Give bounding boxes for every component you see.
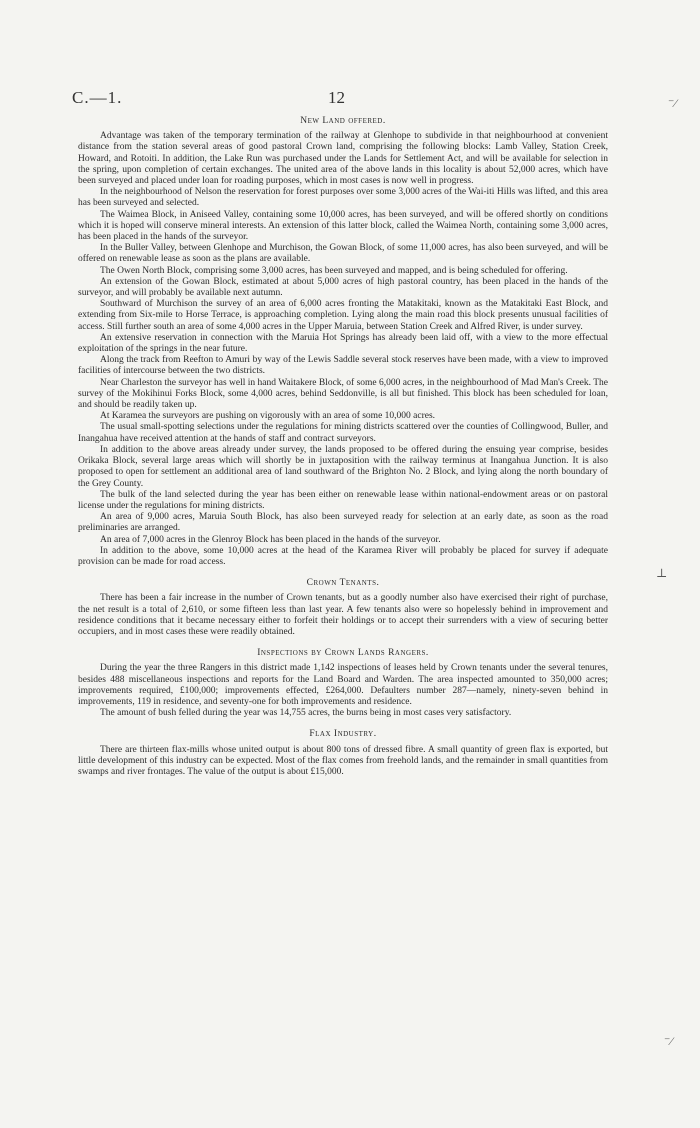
margin-scribble-mark: ⁻⁄ <box>664 1034 673 1048</box>
paragraph: During the year the three Rangers in this district made 1,142 inspections of leases held by Crown tenants under the several tenures, besides 488 miscellaneous inspections and reports for the Land Board and Warden. The area inspected amounted to 350,000 acres; improvements required, £100,000; improvements effected, £264,000. Defaulters number 287—namely, ninety-seven behind in improvements, 119 in residence, and seventy-one for both improvements and residence. <box>78 663 608 707</box>
section-flax-industry <box>78 729 608 778</box>
section-crown-tenants <box>78 578 608 638</box>
paragraph: Near Charleston the surveyor has well in hand Waitakere Block, of some 6,000 acres, in the neighbourhood of Mad Man's Creek. The survey of the Mokihinui Forks Block, some 4,000 acres, behind Seddonville, is all but finished. This block has been scheduled for loan, and should be readily taken up. <box>78 377 608 411</box>
paragraph: There are thirteen flax-mills whose united output is about 800 tons of dressed fibre. A small quantity of green flax is exported, but little development of this industry can be expected. Most of the flax comes from freehold lands, and the remainder in small quantities from swamps and river frontages. The value of the output is about £15,000. <box>78 744 608 777</box>
paragraph: There has been a fair increase in the number of Crown tenants, but as a goodly number also have exercised their right of purchase, the net result is a total of 2,610, or some fifteen less than last year. A few tenants also were so hopelessly behind in improvement and residence conditions that it became necessary either to forfeit their holdings or to accept their surrenders with a view of securing better occupiers, and in most cases these were readily obtained. <box>78 593 608 637</box>
section-inspections <box>78 648 608 719</box>
section-title: New Land offered. <box>300 116 386 126</box>
paragraph: In addition to the above areas already under survey, the lands proposed to be offered during the ensuing year comprise, besides Orikaka Block, several large areas which will shortly be in juxtaposition with the railway terminus at Inangahua Junction. It is also proposed to open for settlement an additional area of land southward of the Brighton No. 2 Block, and lying along the north boundary of the Grey County. <box>78 444 608 489</box>
paragraph: Southward of Murchison the survey of an area of 6,000 acres fronting the Matakitaki, known as the Matakitaki East Block, and extending from Six-mile to Horse Terrace, is approaching completion. Lying along the main road this block presents unusual facilities of access. Still further south an area of some 4,000 acres in the Upper Maruia, between Station Creek and Alfred River, is under survey. <box>78 299 608 332</box>
paragraph: Advantage was taken of the temporary termination of the railway at Glenhope to subdivide in that neighbourhood at convenient distance from the station several areas of good pastoral Crown land, comprising the following blocks: Lamb Valley, Station Creek, Howard, and Rotoiti. In addition, the Lake Run was purchased under the Lands for Settlement Act, and will be available for selection in the spring, upon completion of certain exchanges. The united area of the above lands in this locality is about 52,000 acres, which have been surveyed and placed under loan for roading purposes, which in most cases is now well in progress. <box>78 131 608 187</box>
margin-scribble-mark: ⁻⁄ <box>668 96 677 110</box>
section-title: Inspections by Crown Lands Rangers. <box>257 648 429 659</box>
section-title: Crown Tenants. <box>306 578 380 589</box>
paragraph: At Karamea the surveyors are pushing on vigorously with an area of some 10,000 acres. <box>100 411 436 422</box>
paragraph: The amount of bush felled during the year was 14,755 acres, the burns being in most cases very satisfactory. <box>100 708 512 719</box>
page-number: 12 <box>328 88 345 107</box>
paragraph: The Waimea Block, in Aniseed Valley, containing some 10,000 acres, has been surveyed, and will be offered shortly on conditions which it is hoped will conserve mineral interests. An extension of this latter block, called the Waimea North, containing some 3,000 acres, has been placed in the hands of the surveyor. <box>78 209 608 243</box>
paragraph: The bulk of the land selected during the year has been either on renewable lease within national-endowment areas or on pastoral license under the regulations for mining districts. <box>78 489 608 511</box>
document-body <box>78 116 608 788</box>
paragraph: The Owen North Block, comprising some 3,000 acres, has been surveyed and mapped, and is being scheduled for offering. <box>100 265 568 276</box>
paragraph: An area of 7,000 acres in the Glenroy Block has been placed in the hands of the surveyor. <box>100 534 441 545</box>
paragraph: Along the track from Reefton to Amuri by way of the Lewis Saddle several stock reserves have been made, with a view to improved facilities of intercourse between the two districts. <box>78 355 608 377</box>
section-title: Flax Industry. <box>309 729 377 740</box>
paragraph: In the neighbourhood of Nelson the reservation for forest purposes over some 3,000 acres of the Wai-iti Hills was lifted, and this area has been surveyed and selected. <box>78 187 608 209</box>
paragraph: An extensive reservation in connection with the Maruia Hot Springs has already been laid off, with a view to the more effectual exploitation of the springs in the near future. <box>78 332 608 355</box>
paragraph: In the Buller Valley, between Glenhope and Murchison, the Gowan Block, of some 11,000 acres, has also been surveyed, and will be offered on renewable lease as soon as the plans are available. <box>78 243 608 265</box>
section-new-land-offered <box>78 116 608 568</box>
paragraph: An extension of the Gowan Block, estimated at about 5,000 acres of high pastoral country, has been placed in the hands of the surveyor, and will probably be available next autumn. <box>78 276 608 299</box>
margin-scribble-mark: ⊥ <box>656 566 668 580</box>
paragraph: The usual small-spotting selections under the regulations for mining districts scattered over the counties of Collingwood, Buller, and Inangahua have received attention at the hands of staff and contract surveyors. <box>78 422 608 444</box>
report-reference: C.—1. <box>72 88 123 107</box>
paragraph: In addition to the above, some 10,000 acres at the head of the Karamea River will probably be placed for survey if adequate provision can be made for road access. <box>78 545 608 567</box>
paragraph: An area of 9,000 acres, Maruia South Block, has also been surveyed ready for selection at an early date, as soon as the road preliminaries are arranged. <box>78 512 608 534</box>
